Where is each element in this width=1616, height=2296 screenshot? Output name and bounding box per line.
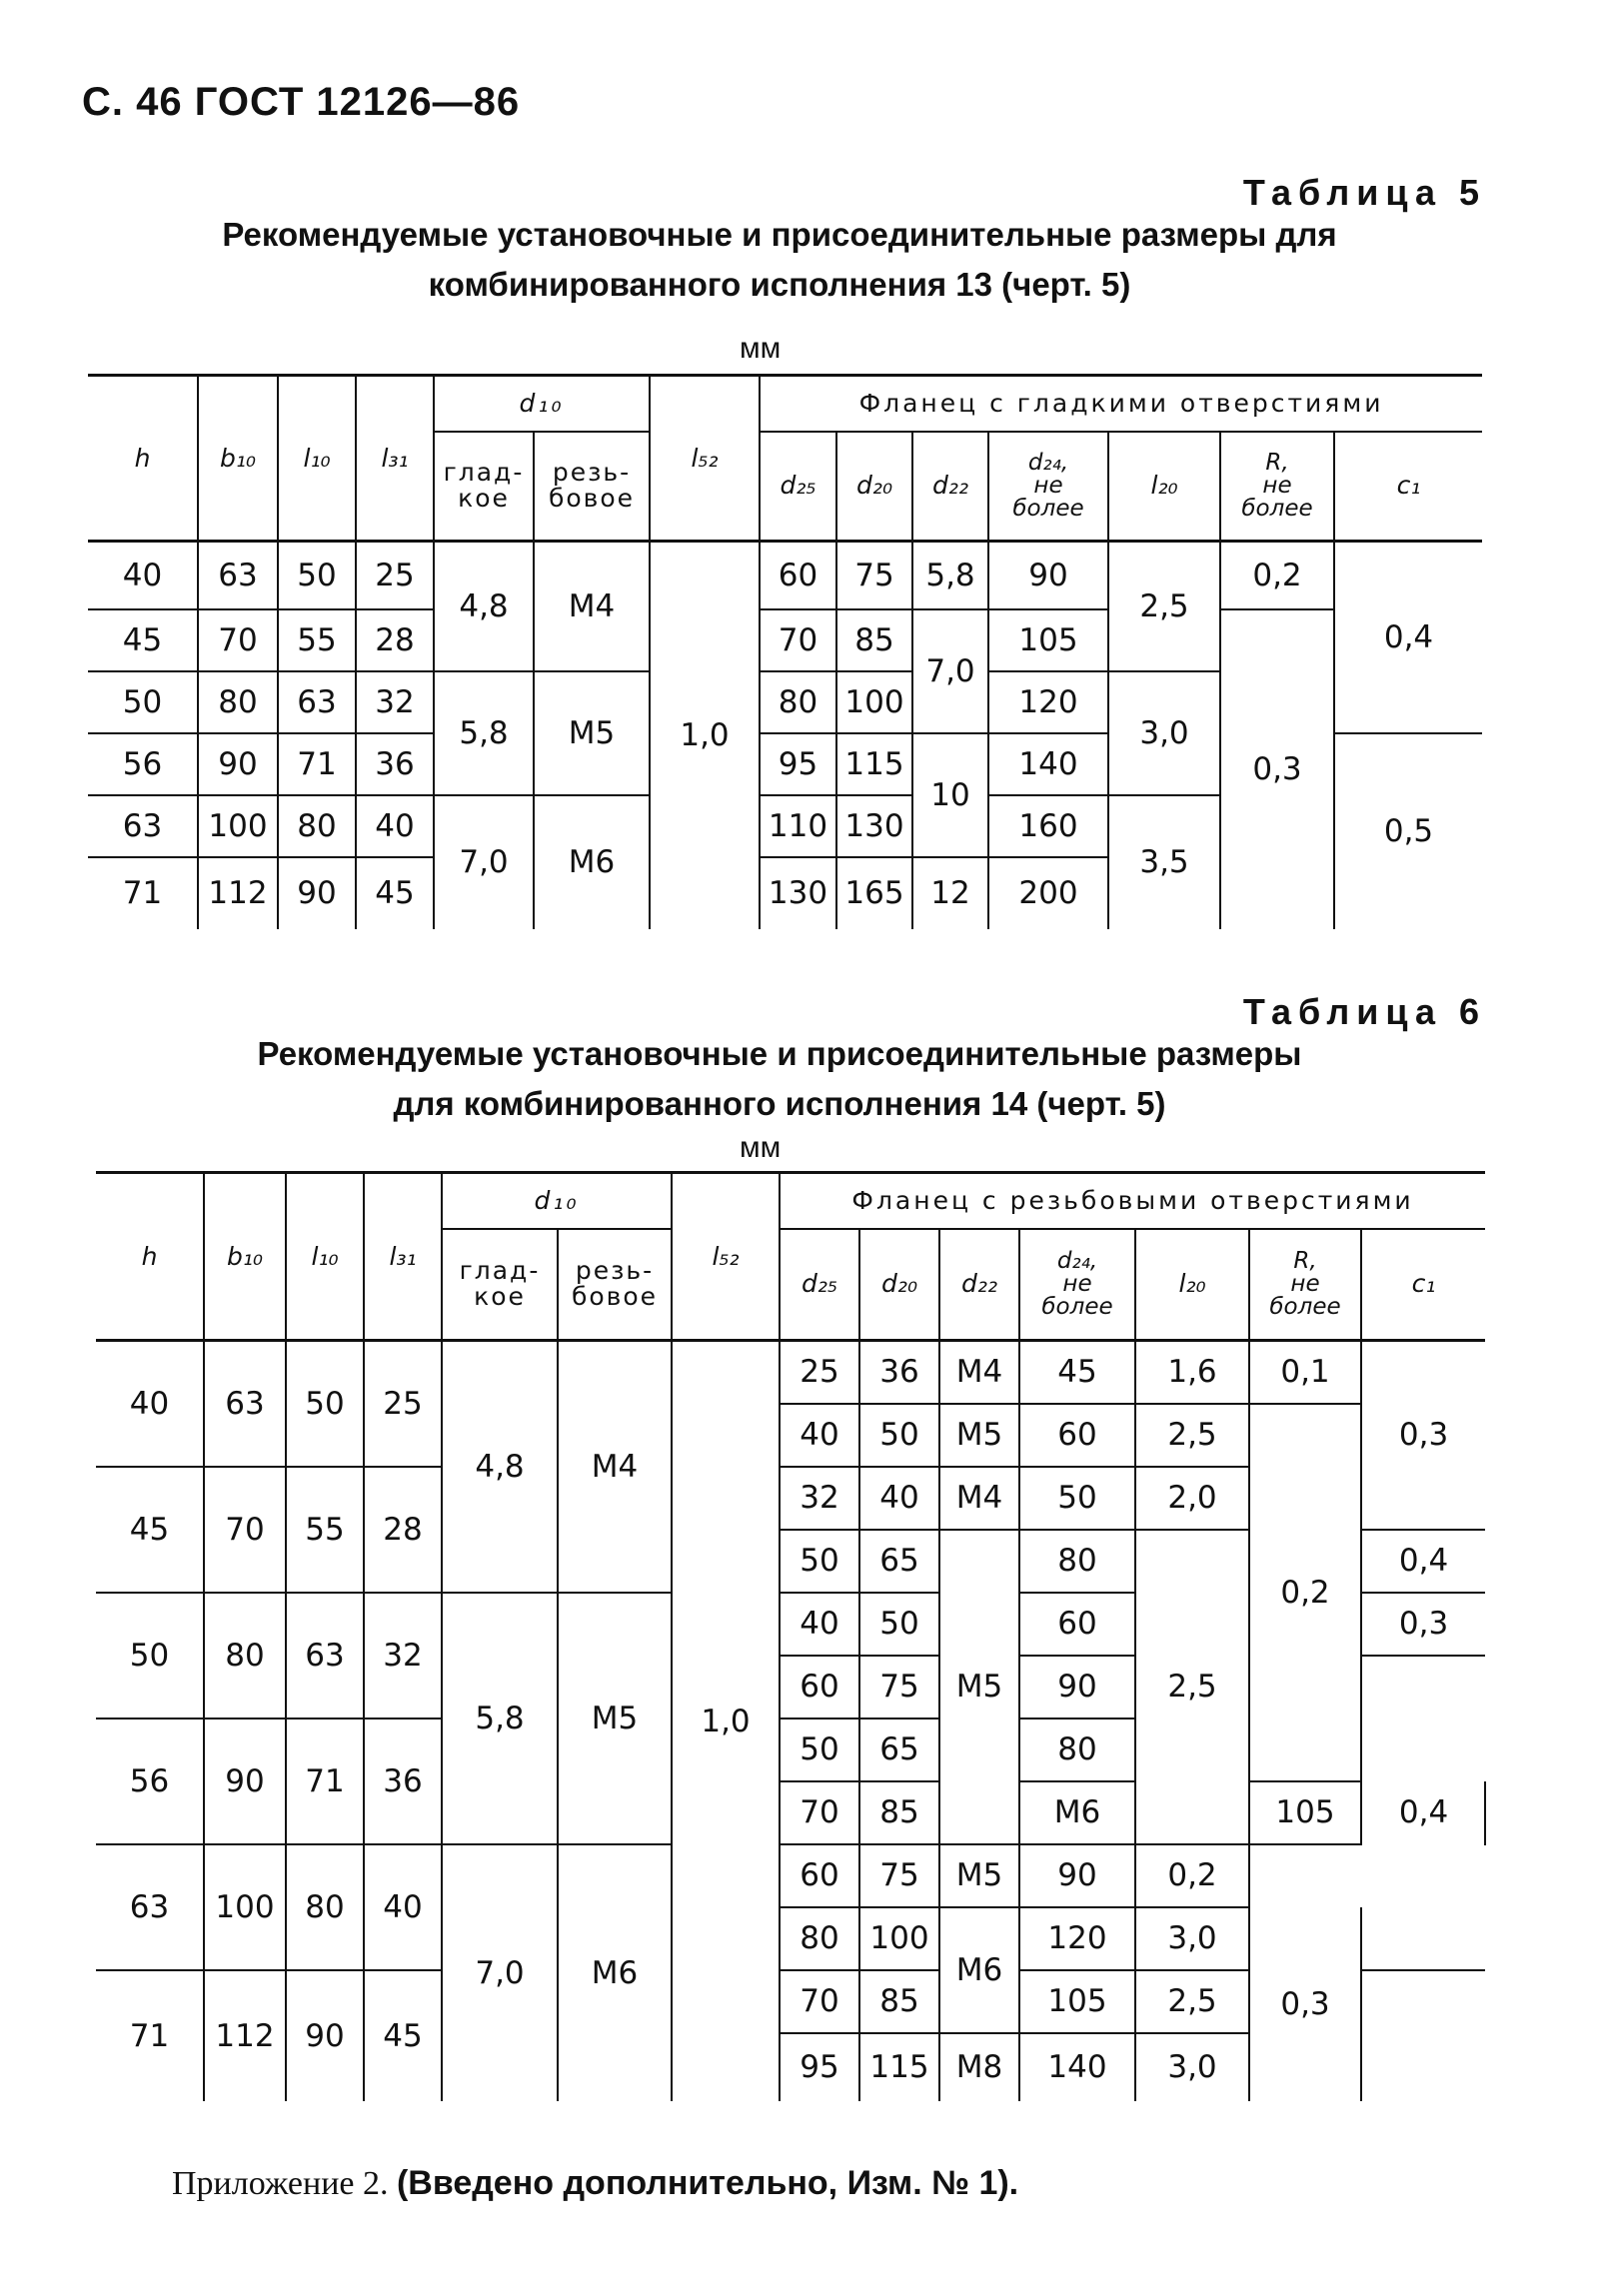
table-cell: M5 xyxy=(558,1593,672,1844)
table-cell: 75 xyxy=(859,1656,939,1719)
table-cell: 1,0 xyxy=(650,542,760,929)
table-cell: 75 xyxy=(836,542,912,609)
table-cell: 85 xyxy=(859,1970,939,2033)
t6-h-flange: Фланец с резьбовыми отверстиями xyxy=(780,1173,1485,1229)
t6-h-threaded: резь- бовое xyxy=(558,1229,672,1341)
table-cell: 70 xyxy=(198,609,278,671)
table-cell: 36 xyxy=(859,1341,939,1404)
table-cell: 85 xyxy=(859,1781,939,1844)
table-cell: 25 xyxy=(780,1341,859,1404)
t6-h-l20: l₂₀ xyxy=(1135,1229,1249,1341)
table-cell: 36 xyxy=(356,733,434,795)
table-cell: 63 xyxy=(198,542,278,609)
table-cell: 80 xyxy=(1019,1719,1135,1781)
table-cell: 60 xyxy=(1019,1404,1135,1467)
table-cell: 2,5 xyxy=(1135,1404,1249,1467)
table-cell: 0,2 xyxy=(1135,1844,1249,1907)
table-cell: 40 xyxy=(96,1341,204,1467)
table-cell: M6 xyxy=(1019,1781,1135,1844)
t6-h-d20: d₂₀ xyxy=(859,1229,939,1341)
table-cell: 40 xyxy=(859,1467,939,1530)
table-cell: 110 xyxy=(760,795,836,857)
t6-h-d10: d₁₀ xyxy=(442,1173,672,1229)
table-cell: 5,8 xyxy=(442,1593,558,1844)
table-cell: 50 xyxy=(286,1341,364,1467)
t5-h-threaded: резь- бовое xyxy=(534,432,650,542)
table-cell: 60 xyxy=(1019,1593,1135,1656)
table-cell: 65 xyxy=(859,1719,939,1781)
table-cell: 50 xyxy=(278,542,356,609)
t5-h-d10: d₁₀ xyxy=(434,376,650,432)
t5-h-l10: l₁₀ xyxy=(278,376,356,542)
table-cell: 60 xyxy=(780,1656,859,1719)
table-cell: 63 xyxy=(96,1844,204,1970)
table-cell: 40 xyxy=(356,795,434,857)
table5 xyxy=(88,374,1482,929)
table-cell: 36 xyxy=(364,1719,442,1844)
table-cell: 0,4 xyxy=(1361,1656,1485,1970)
table-cell: 70 xyxy=(760,609,836,671)
table-cell: 80 xyxy=(198,671,278,733)
t5-h-d25: d₂₅ xyxy=(760,432,836,542)
table6-caption-line2: для комбинированного исполнения 14 (черт. 5) xyxy=(393,1085,1166,1122)
table-cell: 63 xyxy=(278,671,356,733)
table6 xyxy=(96,1171,1486,2101)
table-cell: 100 xyxy=(836,671,912,733)
table-cell: 1,0 xyxy=(672,1341,780,2101)
t6-h-l31: l₃₁ xyxy=(364,1173,442,1341)
table-cell: 0,5 xyxy=(1383,813,1434,849)
table-cell: 45 xyxy=(1019,1341,1135,1404)
table-cell: 0,2 xyxy=(1220,542,1334,609)
table-cell: 2,5 xyxy=(1135,1970,1249,2033)
table-cell: 7,0 xyxy=(434,795,534,929)
table-cell: 32 xyxy=(356,671,434,733)
t5-h-d20: d₂₀ xyxy=(836,432,912,542)
table-cell: 90 xyxy=(198,733,278,795)
table-cell: M4 xyxy=(534,542,650,671)
table-cell: 45 xyxy=(88,609,198,671)
table-cell: 90 xyxy=(278,857,356,929)
table-cell: 1,6 xyxy=(1135,1341,1249,1404)
table-cell: 95 xyxy=(760,733,836,795)
table-cell: 0,3 xyxy=(1361,1341,1485,1530)
table-cell: 80 xyxy=(278,795,356,857)
table-cell: 2,0 xyxy=(1135,1467,1249,1530)
table-cell: 160 xyxy=(988,795,1108,857)
table-cell: 140 xyxy=(988,733,1108,795)
table-cell: 100 xyxy=(204,1844,286,1970)
table-cell: 120 xyxy=(1019,1907,1135,1970)
table-cell: 55 xyxy=(278,609,356,671)
t5-h-b10: b₁₀ xyxy=(198,376,278,542)
table5-caption xyxy=(130,210,1429,310)
table-cell: 140 xyxy=(1019,2033,1135,2101)
table-cell: 75 xyxy=(859,1844,939,1907)
table-cell: 50 xyxy=(859,1404,939,1467)
t6-h-smooth: глад- кое xyxy=(442,1229,558,1341)
table-cell: 2,5 xyxy=(1135,1530,1249,1844)
table-cell: M4 xyxy=(939,1341,1019,1404)
table-cell: 71 xyxy=(278,733,356,795)
table-cell: 63 xyxy=(88,795,198,857)
table-cell: 90 xyxy=(204,1719,286,1844)
page-header: С. 46 ГОСТ 12126—86 xyxy=(82,80,521,124)
table-cell: 90 xyxy=(988,542,1108,609)
t5-h-flange: Фланец с гладкими отверстиями xyxy=(760,376,1482,432)
table-cell: 56 xyxy=(96,1719,204,1844)
table-cell: 71 xyxy=(286,1719,364,1844)
table-cell: 105 xyxy=(1249,1781,1361,1844)
table-cell: 80 xyxy=(286,1844,364,1970)
table6-caption-line1: Рекомендуемые установочные и присоединительные размеры xyxy=(257,1035,1302,1072)
table-cell: 60 xyxy=(780,1844,859,1907)
table-cell: 71 xyxy=(96,1970,204,2101)
table-cell: 105 xyxy=(1019,1970,1135,2033)
table5-unit: мм xyxy=(740,332,782,365)
table-cell: 0,2 xyxy=(1249,1404,1361,1781)
table-cell: 5,8 xyxy=(434,671,534,795)
table-cell: M4 xyxy=(558,1341,672,1593)
table-cell: 50 xyxy=(88,671,198,733)
table-cell: 5,8 xyxy=(912,542,988,609)
table-cell: 70 xyxy=(780,1781,859,1844)
table-cell: M8 xyxy=(939,2033,1019,2101)
table-cell: 95 xyxy=(780,2033,859,2101)
table-cell: 25 xyxy=(364,1341,442,1467)
table-cell: 130 xyxy=(760,857,836,929)
table-cell: 4,8 xyxy=(434,542,534,671)
t5-h-smooth: глад- кое xyxy=(434,432,534,542)
table-cell: 0,3 xyxy=(1361,1593,1485,1656)
table-cell: 7,0 xyxy=(912,609,988,733)
table-cell: 80 xyxy=(760,671,836,733)
table-cell: 90 xyxy=(1019,1656,1135,1719)
t6-h-h: h xyxy=(96,1173,204,1341)
table-cell: 55 xyxy=(286,1467,364,1593)
table-cell: 80 xyxy=(1019,1530,1135,1593)
table-cell: 40 xyxy=(780,1593,859,1656)
table-cell: 12 xyxy=(912,857,988,929)
t6-h-d22: d₂₂ xyxy=(939,1229,1019,1341)
table-cell: 63 xyxy=(204,1341,286,1467)
t5-h-R: R, не более xyxy=(1220,432,1334,542)
table-cell: 2,5 xyxy=(1108,542,1220,671)
table6-unit: мм xyxy=(740,1131,782,1164)
table-cell: 0,4 xyxy=(1334,542,1482,733)
footnote xyxy=(172,2164,1018,2203)
t6-h-d25: d₂₅ xyxy=(780,1229,859,1341)
table-cell: 32 xyxy=(780,1467,859,1530)
t6-h-b10: b₁₀ xyxy=(204,1173,286,1341)
table-cell: 60 xyxy=(760,542,836,609)
footnote-amendment: (Введено дополнительно, Изм. № 1). xyxy=(396,2164,1019,2202)
table-cell: 130 xyxy=(836,795,912,857)
table-cell: 65 xyxy=(859,1530,939,1593)
table-cell: 50 xyxy=(96,1593,204,1719)
t6-h-R: R, не более xyxy=(1249,1229,1361,1341)
table-cell: 80 xyxy=(204,1593,286,1719)
table-cell: M5 xyxy=(939,1404,1019,1467)
t5-h-d24: d₂₄, не более xyxy=(988,432,1108,542)
table-cell: 100 xyxy=(859,1907,939,1970)
table-cell: 50 xyxy=(1019,1467,1135,1530)
table-cell: 85 xyxy=(836,609,912,671)
table-cell: M5 xyxy=(939,1844,1019,1907)
table-cell: 115 xyxy=(859,2033,939,2101)
t5-h-l20: l₂₀ xyxy=(1108,432,1220,542)
table-cell: 3,0 xyxy=(1108,671,1220,795)
table-cell: 120 xyxy=(988,671,1108,733)
table5-caption-line1: Рекомендуемые установочные и присоединительные размеры для xyxy=(222,216,1337,253)
table-cell: 45 xyxy=(96,1467,204,1593)
table-cell: 0,3 xyxy=(1249,1907,1361,2101)
table-cell: 7,0 xyxy=(442,1844,558,2101)
table-cell: 71 xyxy=(88,857,198,929)
table-cell: 40 xyxy=(364,1844,442,1970)
footnote-prefix: Приложение 2. xyxy=(172,2165,389,2202)
table-cell: 50 xyxy=(859,1593,939,1656)
table5-label: Таблица 5 xyxy=(1242,172,1486,213)
table-cell: M5 xyxy=(939,1530,1019,1844)
table-cell: 90 xyxy=(286,1970,364,2101)
table-cell: 28 xyxy=(364,1467,442,1593)
table-cell: 0,1 xyxy=(1249,1341,1361,1404)
t6-h-c1: c₁ xyxy=(1411,1269,1436,1299)
t5-h-h: h xyxy=(88,376,198,542)
table6-caption xyxy=(130,1029,1429,1129)
t5-h-l31: l₃₁ xyxy=(356,376,434,542)
t6-h-d24: d₂₄, не более xyxy=(1019,1229,1135,1341)
t5-h-c1: c₁ xyxy=(1396,471,1421,501)
table-cell: 45 xyxy=(364,1970,442,2101)
table-cell: M6 xyxy=(558,1844,672,2101)
table-cell: 70 xyxy=(780,1970,859,2033)
table-cell: 100 xyxy=(198,795,278,857)
table-cell: 45 xyxy=(356,857,434,929)
t5-h-d22: d₂₂ xyxy=(912,432,988,542)
table-cell: 200 xyxy=(988,857,1108,929)
table-cell: 10 xyxy=(912,733,988,857)
table-cell: M4 xyxy=(939,1467,1019,1530)
table-cell: 32 xyxy=(364,1593,442,1719)
table-cell: M6 xyxy=(534,795,650,929)
table-cell: 40 xyxy=(88,542,198,609)
table-cell: 56 xyxy=(88,733,198,795)
table-cell: 70 xyxy=(204,1467,286,1593)
table-cell: 0,4 xyxy=(1361,1530,1485,1593)
table-cell: 0,3 xyxy=(1220,609,1334,929)
table-cell: 50 xyxy=(780,1719,859,1781)
table-cell: 3,0 xyxy=(1135,1907,1249,1970)
table-cell: 112 xyxy=(204,1970,286,2101)
table-cell: 3,5 xyxy=(1108,795,1220,929)
table-cell: 4,8 xyxy=(442,1341,558,1593)
t5-h-l52: l₅₂ xyxy=(650,376,760,542)
t6-h-l52: l₅₂ xyxy=(672,1173,780,1341)
table-cell: 165 xyxy=(836,857,912,929)
table-cell: 40 xyxy=(780,1404,859,1467)
table-cell: 3,0 xyxy=(1135,2033,1249,2101)
table5-caption-line2: комбинированного исполнения 13 (черт. 5) xyxy=(428,266,1131,303)
table-cell: 115 xyxy=(836,733,912,795)
table-cell: 105 xyxy=(988,609,1108,671)
table-cell: 63 xyxy=(286,1593,364,1719)
table-cell: 90 xyxy=(1019,1844,1135,1907)
table-cell: 50 xyxy=(780,1530,859,1593)
t6-h-l10: l₁₀ xyxy=(286,1173,364,1341)
table-cell: 80 xyxy=(780,1907,859,1970)
table-cell: 28 xyxy=(356,609,434,671)
table-cell: M5 xyxy=(534,671,650,795)
table-cell: M6 xyxy=(939,1907,1019,2033)
table-cell: 25 xyxy=(356,542,434,609)
table6-label: Таблица 6 xyxy=(1242,991,1486,1032)
table-cell: 112 xyxy=(198,857,278,929)
